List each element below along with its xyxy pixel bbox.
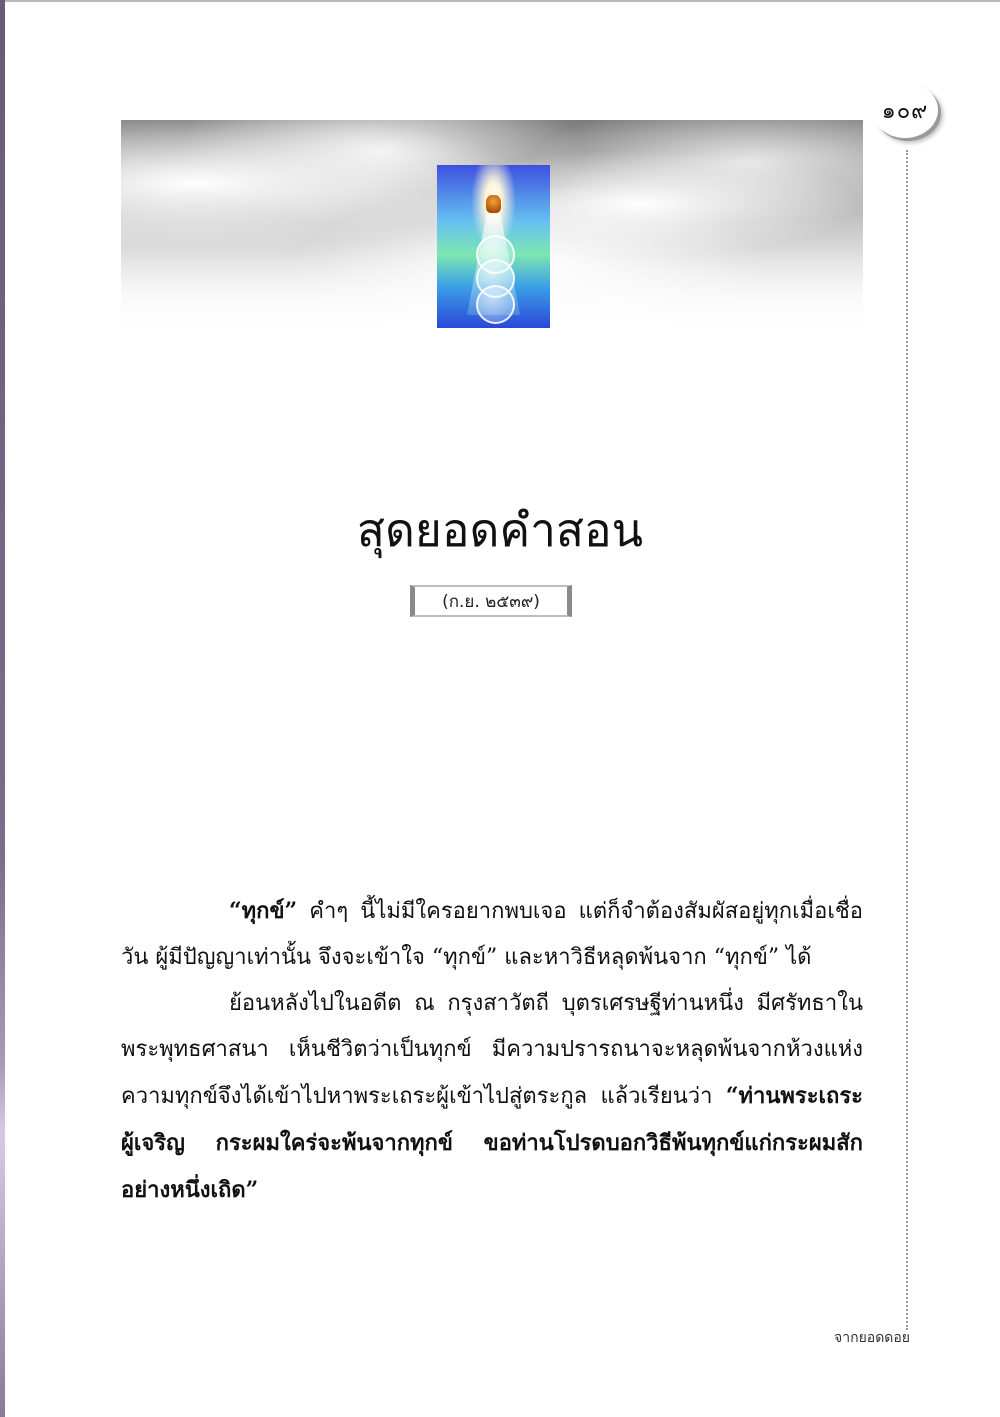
term-dukkha: “ทุกข์” xyxy=(229,898,298,924)
meditating-figure xyxy=(486,195,501,213)
light-orb xyxy=(476,285,515,324)
top-border xyxy=(0,0,1000,2)
paragraph-1 xyxy=(121,888,863,981)
page-number: ๑๐๙ xyxy=(881,98,929,124)
dotted-margin-rule xyxy=(906,150,908,1330)
chapter-title: สุดยอดคำสอน xyxy=(356,503,644,557)
chapter-date xyxy=(410,585,572,617)
chapter-date-text: (ก.ย. ๒๕๓๙) xyxy=(442,591,540,612)
page-edge-strip xyxy=(0,0,5,1417)
page-number-badge xyxy=(872,82,938,138)
request-quote: “ท่านพระเถระผู้เจริญ กระผมใคร่จะพ้นจากทุกข์ ขอท่านโปรดบอกวิธีพ้นทุกข์แก่กระผมสักอย่างหนึ่งเถิด” xyxy=(121,1083,863,1203)
paragraph-2-text: ย้อนหลังไปในอดีต ณ กรุงสาวัตถี บุตรเศรษฐีท่านหนึ่ง มีศรัทธาในพระพุทธศาสนา เห็นชีวิตว่าเป็นทุกข์ มีความปรารถนาจะหลุดพ้นจากห้วงแห่งความทุกข์จึงได้เข้าไปหาพระเถระผู้เข้าไปสู่ตระกูล แล้วเรียนว่า xyxy=(121,991,863,1109)
paragraph-2 xyxy=(121,981,863,1214)
meditation-vision-image xyxy=(437,165,550,328)
body-text xyxy=(121,888,863,1214)
footer-source: จากยอดดอย xyxy=(834,1330,910,1346)
paragraph-1-text: คำๆ นี้ไม่มีใครอยากพบเจอ แต่ก็จำต้องสัมผัสอยู่ทุกเมื่อเชื่อวัน ผู้มีปัญญาเท่านั้น จึงจะเข้าใจ “ทุกข์” และหาวิธีหลุดพ้นจาก “ทุกข์” ได้ xyxy=(121,899,863,970)
